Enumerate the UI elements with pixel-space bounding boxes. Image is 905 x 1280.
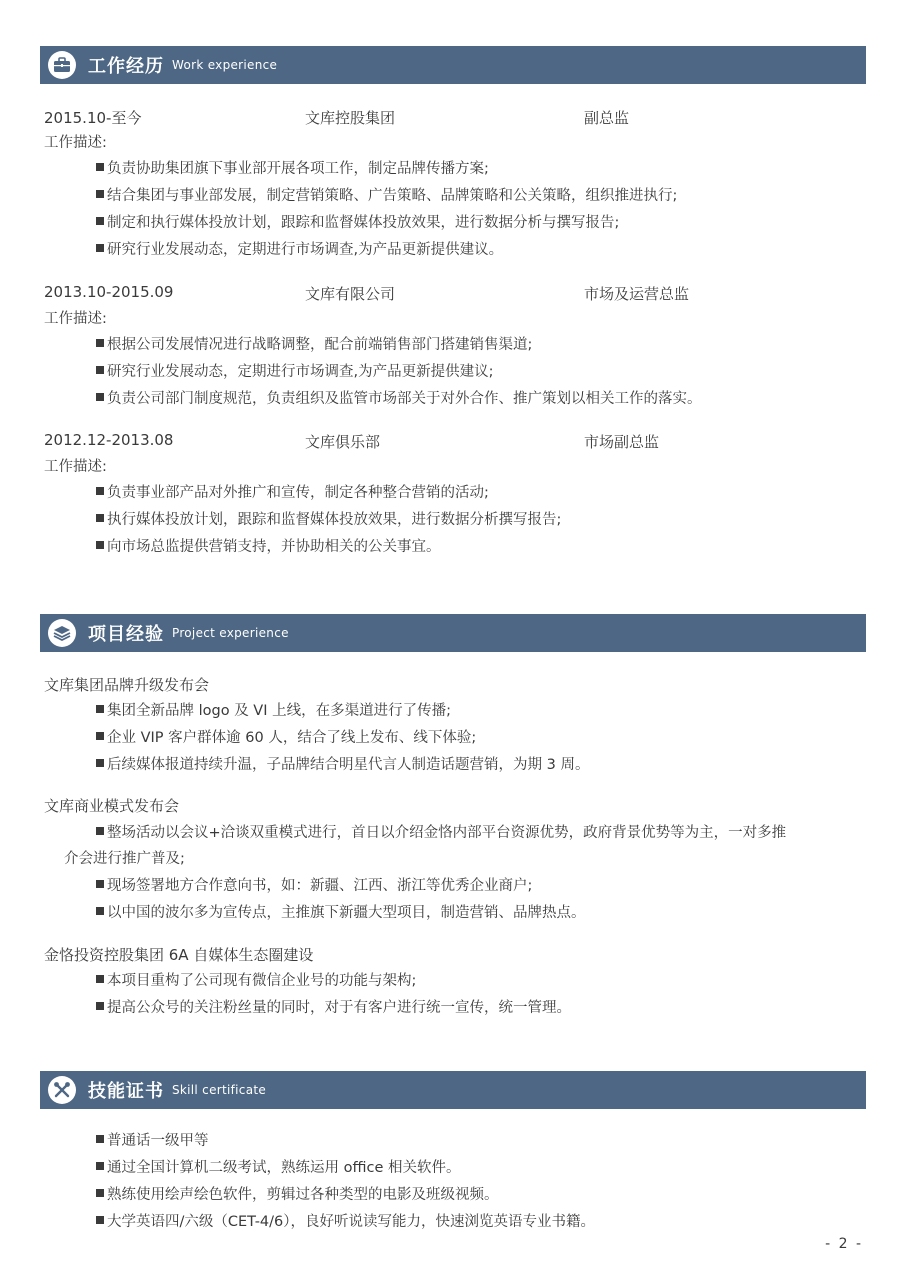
- list-item: 整场活动以会议+洽谈双重模式进行，首日以介绍金恪内部平台资源优势，政府背景优势等为主，一对多推: [96, 822, 786, 844]
- job-role: 副总监: [584, 109, 630, 127]
- job-company: 文库有限公司: [305, 285, 396, 303]
- skills-section-subtitle: Skill certificate: [172, 1083, 267, 1097]
- bullet-icon: [96, 827, 104, 835]
- job-role: 市场副总监: [584, 433, 660, 451]
- bullet-icon: [96, 759, 104, 767]
- list-item: 本项目重构了公司现有微信企业号的功能与架构;: [96, 970, 416, 992]
- bullet-icon: [96, 541, 104, 549]
- list-item: 向市场总监提供营销支持，并协助相关的公关事宜。: [96, 536, 441, 558]
- project-section-header: [40, 614, 866, 652]
- bullet-icon: [96, 1162, 104, 1170]
- list-item: 熟练使用绘声绘色软件，剪辑过各种类型的电影及班级视频。: [96, 1184, 499, 1206]
- list-item: 通过全国计算机二级考试，熟练运用 office 相关软件。: [96, 1157, 461, 1179]
- bullet-icon: [96, 1135, 104, 1143]
- bullet-icon: [96, 705, 104, 713]
- bullet-icon: [96, 190, 104, 198]
- job-desc-label: 工作描述:: [44, 459, 107, 475]
- bullet-icon: [96, 1002, 104, 1010]
- bullet-icon: [96, 339, 104, 347]
- list-item: 普通话一级甲等: [96, 1130, 209, 1152]
- bullet-icon: [96, 1189, 104, 1197]
- skills-section-title: 技能证书: [88, 1081, 164, 1102]
- project-section-title: 项目经验: [88, 624, 164, 645]
- bullet-icon: [96, 217, 104, 225]
- bullet-icon: [96, 732, 104, 740]
- list-item: 集团全新品牌 logo 及 VI 上线，在多渠道进行了传播;: [96, 700, 451, 722]
- bullet-icon: [96, 975, 104, 983]
- project-title: 文库商业模式发布会: [44, 797, 180, 815]
- job-desc-label: 工作描述:: [44, 135, 107, 151]
- list-item-continuation: 介会进行推广普及;: [64, 851, 185, 867]
- list-item: 执行媒体投放计划，跟踪和监督媒体投放效果，进行数据分析撰写报告;: [96, 509, 561, 531]
- skills-section-header: [40, 1071, 866, 1109]
- list-item: 负责事业部产品对外推广和宣传，制定各种整合营销的活动;: [96, 482, 489, 504]
- list-item: 制定和执行媒体投放计划，跟踪和监督媒体投放效果，进行数据分析与撰写报告;: [96, 212, 619, 234]
- list-item: 结合集团与事业部发展，制定营销策略、广告策略、品牌策略和公关策略，组织推进执行;: [96, 185, 677, 207]
- bullet-icon: [96, 1216, 104, 1224]
- job-desc-label: 工作描述:: [44, 311, 107, 327]
- list-item: 负责协助集团旗下事业部开展各项工作，制定品牌传播方案;: [96, 158, 489, 180]
- work-section-header: [40, 46, 866, 84]
- list-item: 根据公司发展情况进行战略调整，配合前端销售部门搭建销售渠道;: [96, 334, 532, 356]
- briefcase-icon: [48, 51, 76, 79]
- page-number: - 2 -: [825, 1236, 863, 1252]
- tools-icon: [48, 1076, 76, 1104]
- job-date: 2013.10-2015.09: [44, 283, 174, 301]
- layers-icon: [48, 619, 76, 647]
- project-title: 金恪投资控股集团 6A 自媒体生态圈建设: [44, 946, 314, 964]
- bullet-icon: [96, 393, 104, 401]
- list-item: 研究行业发展动态，定期进行市场调查,为产品更新提供建议。: [96, 239, 503, 261]
- list-item: 提高公众号的关注粉丝量的同时，对于有客户进行统一宣传，统一管理。: [96, 997, 571, 1019]
- bullet-icon: [96, 514, 104, 522]
- list-item: 后续媒体报道持续升温，子品牌结合明星代言人制造话题营销，为期 3 周。: [96, 754, 589, 776]
- project-title: 文库集团品牌升级发布会: [44, 676, 210, 694]
- job-company: 文库俱乐部: [305, 433, 381, 451]
- list-item: 负责公司部门制度规范，负责组织及监管市场部关于对外合作、推广策划以相关工作的落实。: [96, 388, 702, 410]
- job-date: 2012.12-2013.08: [44, 431, 174, 449]
- job-date: 2015.10-至今: [44, 109, 142, 127]
- bullet-icon: [96, 366, 104, 374]
- job-company: 文库控股集团: [305, 109, 396, 127]
- list-item: 以中国的波尔多为宣传点，主推旗下新疆大型项目，制造营销、品牌热点。: [96, 902, 586, 924]
- list-item: 企业 VIP 客户群体逾 60 人，结合了线上发布、线下体验;: [96, 727, 476, 749]
- bullet-icon: [96, 880, 104, 888]
- bullet-icon: [96, 487, 104, 495]
- list-item: 大学英语四/六级（CET-4/6），良好听说读写能力，快速浏览英语专业书籍。: [96, 1211, 595, 1233]
- work-section-title: 工作经历: [88, 56, 164, 77]
- list-item: 研究行业发展动态，定期进行市场调查,为产品更新提供建议;: [96, 361, 494, 383]
- work-section-subtitle: Work experience: [172, 58, 278, 72]
- bullet-icon: [96, 163, 104, 171]
- bullet-icon: [96, 907, 104, 915]
- list-item: 现场签署地方合作意向书，如：新疆、江西、浙江等优秀企业商户;: [96, 875, 532, 897]
- bullet-icon: [96, 244, 104, 252]
- project-section-subtitle: Project experience: [172, 626, 289, 640]
- job-role: 市场及运营总监: [584, 285, 690, 303]
